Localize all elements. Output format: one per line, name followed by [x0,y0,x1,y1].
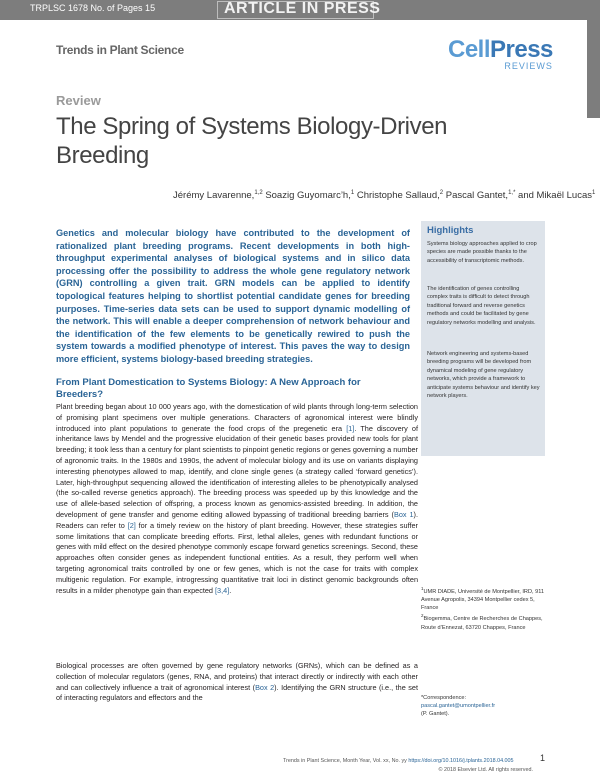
citation-link[interactable]: [3,4] [215,585,230,595]
affiliation-1 [421,585,545,612]
cellpress-logo [448,38,553,71]
section-heading: From Plant Domestication to Systems Biology: A New Approach for Breeders? [56,377,361,400]
box-link[interactable]: Box 1 [393,509,414,519]
correspondence-email[interactable]: pascal.gantet@umontpellier.fr [421,703,496,710]
highlights-title: Highlights [427,225,474,236]
article-title: The Spring of Systems Biology-Driven Breeding [56,113,448,169]
affiliations [421,585,545,632]
author-affil-sup: 2 [439,190,444,196]
author-name: Christophe Sallaud, [356,190,440,202]
body-paragraph [56,661,418,704]
footer-citation: Trends in Plant Science, Month Year, Vol. xx, No. yy [283,758,407,764]
page-footer [283,753,545,773]
correspondence-who: (P. Gantet). [421,711,450,718]
logo-press-text: Press [490,36,553,63]
author-affil-sup: 1 [591,190,596,196]
author-affil-sup: 1 [350,190,355,196]
para-text: Plant breeding began about 10 000 years ago, with the domestication of wild plants through long-term selection of promising plant specimens over multiple generations. Characters of agronomical interest were blindly introduced into plant populations to generate the food crops of the pregenetic era [56,402,418,433]
affiliation-sup: 2 [421,613,424,619]
logo-cell-text: Cell [448,36,491,63]
box-link[interactable]: Box 2 [255,682,275,692]
abstract: Genetics and molecular biology have contributed to the development of rationalized plant breeding programs. Recent developments in both high-throughput experimental analyses of biological systems and in silico data processing offer the possibility to address the whole gene regulatory network (GRN) controlling a given trait. GRN models can be applied to identify topological features helping to shortlist potential candidate genes for breeding purposes. Time-series data sets can be used to support dynamic modelling of the network. This will enable a deeper comprehension of network behaviour and the identification of the few elements to be genetically rewired to push the system towards a modified phenotype of interest. This paves the way to design more efficient, systems biology-based breeding strategies. [56,228,410,364]
citation-link[interactable]: [2] [127,520,136,530]
correspondence [421,694,545,719]
top-banner [0,0,600,20]
doi-link[interactable]: https://doi.org/10.1016/j.tplants.2018.04.005 [408,758,514,764]
author-affil-sup: 1,* [508,190,516,196]
highlight-item: Network engineering and systems-based breeding programs will be developed from dynamical modeling of gene regulatory networks, which provide a framework to anticipate systems behaviour and identify key network players. [427,351,540,400]
author-list [173,190,596,202]
author-name: Jérémy Lavarenne, [173,190,255,202]
author-name: Pascal Gantet, [445,190,509,202]
para-text: ). Identifying the GRN structure (i.e., the set of interacting regulators and effectors and the [56,682,418,703]
affiliation-sup: 1 [421,586,424,591]
highlights-box [421,221,545,456]
highlight-item: The identification of genes controlling complex traits is difficult to detect through traditional forward and reverse genetics methods and could be facilitated by gene regulatory networks modelling and analysis. [427,286,536,326]
author-affil-sup: 1,2 [254,190,263,196]
logo-reviews-text: REVIEWS [504,61,553,71]
highlight-item: Systems biology approaches applied to crop species are made possible thanks to the accessibility of transcriptomic methods. [427,241,537,264]
citation-link[interactable]: [1] [346,423,355,433]
affiliation-text: Biogemma, Centre de Recherches de Chappes, Route d’Ennezat, 63720 Chappes, France [421,616,543,631]
article-in-press-banner: ARTICLE IN PRESS [224,0,381,17]
author-name: Soazig Guyomarc’h, [265,190,351,202]
copyright: © 2018 Elsevier Ltd. All rights reserved. [438,767,533,773]
article-type: Review [56,93,101,108]
side-strip [587,0,600,118]
para-text: . The discovery of inheritance laws by Mendel and the progressive elucidation of their genetic bases provided new tools for plant breeding; it took less than a century for plant scientists to pinpoint genetic regions or genes governing a number of agronomic traits. In the 1980s and 1990s, the advent of molecular biology and its use on variants displaying interesting phenotypes allowed to map, identify, and clone single genes (a strategy called ‘forward genetics’). Later, high-throughput sequencing allowed the identification of interesting alleles to be phenotypically analysed (the so-called reverse genetics approach). The breeding process was speeded up by this knowledge and the use of allele-based selection of offspring, a process known as genomics-assisted breeding. In addition, the development of gene transfer and genome editing allowed bypassing of traditional breeding barriers ( [56,423,418,519]
para-text: for a timely review on the history of plant breeding. However, these strategies suffer some limitations that can complicate breeding efforts. First, lethal alleles, genes with redundant functions or genes with mild effect on the desired phenotype commonly escape forward genetics screenings. Second, these approaches often consider genes as independent functional entities. As a result, they perform well when targeting agronomical traits controlled by one or few genes, which is not the case for traits with complex multigenic regulation. For example, introgressing quantitative trait loci in distinct genomic backgrounds often results in a milder phenotype gain than expected [56,520,418,595]
body-paragraph [56,402,418,596]
affiliation-text: UMR DIADE, Université de Montpellier, IRD, 911 Avenue Agropolis, 34394 Montpellier cedex 5, France [421,588,545,612]
author-name: and Mikaël Lucas [518,190,592,202]
manuscript-reference: TRPLSC 1678 No. of Pages 15 [30,3,156,13]
para-text: Biological processes are often governed by gene regulatory networks (GRNs), which can be defined as a collection of molecular regulators (genes, RNA, and proteins) that interact directly or indirectly with each other and can collectively influence a trait of agronomical interest ( [56,661,418,692]
journal-name: Trends in Plant Science [56,43,184,57]
para-text: ). Readers can refer to [56,509,418,530]
correspondence-label: *Correspondence: [421,695,467,701]
affiliation-2 [421,612,545,631]
page-number: 1 [539,753,545,763]
para-text: . [229,585,232,595]
